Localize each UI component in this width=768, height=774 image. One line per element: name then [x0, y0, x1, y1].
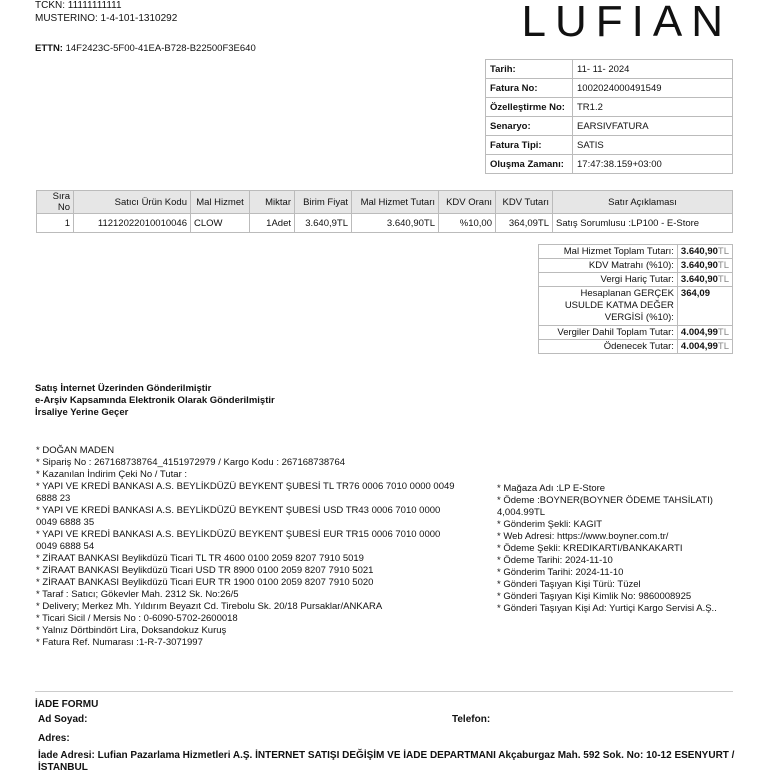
return-form-title: İADE FORMU — [35, 699, 99, 710]
list-item: * Delivery; Merkez Mh. Yıldırım Beyazıt Cd. Tirebolu Sk. 20/18 Pursaklar/ANKARA — [36, 601, 383, 612]
list-item: * YAPI VE KREDİ BANKASI A.S. BEYLİKDÜZÜ BEYKENT ŞUBESİ USD TR43 0006 7010 0000 0049 6888 35 — [36, 505, 443, 528]
column-header: Satıcı Ürün Kodu — [74, 191, 191, 214]
ettn-label: ETTN: — [35, 43, 63, 54]
total-value-cell — [677, 287, 732, 326]
info-key: Özelleştirme No: — [486, 98, 573, 117]
total-label: Ödenecek Tutar: — [539, 340, 678, 354]
info-row — [486, 117, 733, 136]
total-value: 4.004,99 — [680, 327, 718, 338]
totals-row — [539, 340, 733, 354]
items-table — [36, 190, 733, 233]
totals-row — [539, 259, 733, 273]
column-header: Birim Fiyat — [295, 191, 352, 214]
list-item: * Taraf : Satıcı; Gökevler Mah. 2312 Sk. No:26/5 — [36, 589, 239, 600]
ettn-line — [35, 43, 256, 54]
list-item: * Gönderi Taşıyan Kişi Türü: Tüzel — [497, 579, 641, 590]
invoice-info-table — [485, 59, 733, 174]
total-value-cell — [677, 326, 732, 340]
phone-label: Telefon: — [452, 714, 491, 725]
shipping-details-list — [497, 483, 747, 615]
list-item: * ZİRAAT BANKASI Beylikdüzü Ticari EUR TR 1900 0100 2059 8207 7910 5020 — [36, 577, 374, 588]
total-value-cell — [677, 340, 732, 354]
table-cell: 1 — [37, 214, 74, 233]
order-details-list — [36, 445, 456, 649]
note-line: Satış İnternet Üzerinden Gönderilmiştir — [35, 383, 212, 394]
info-row — [486, 98, 733, 117]
table-cell: %10,00 — [439, 214, 496, 233]
invoice-notes — [35, 383, 275, 419]
table-cell: CLOW — [191, 214, 250, 233]
address-label: Adres: — [38, 733, 70, 744]
currency-label: TL — [717, 341, 729, 352]
list-item: * Ödeme Şekli: KREDIKARTI/BANKAKARTI — [497, 543, 683, 554]
info-value: TR1.2 — [573, 98, 733, 117]
info-value: 11- 11- 2024 — [573, 60, 733, 79]
totals-row — [539, 245, 733, 259]
currency-label: TL — [717, 260, 729, 271]
total-value: 3.640,90 — [680, 246, 718, 257]
list-item: * Gönderim Şekli: KAGIT — [497, 519, 603, 530]
table-row — [37, 214, 733, 233]
tckn-text: TCKN: 11111111111 — [35, 0, 122, 11]
info-row — [486, 155, 733, 174]
table-cell: 11212022010010046 — [74, 214, 191, 233]
total-label: Vergiler Dahil Toplam Tutar: — [539, 326, 678, 340]
list-item: * Gönderi Taşıyan Kişi Ad: Yurtiçi Kargo Servisi A.Ş.. — [497, 603, 717, 614]
musterino-text: MUSTERINO: 1-4-101-1310292 — [35, 13, 178, 24]
list-item: * ZİRAAT BANKASI Beylikdüzü Ticari USD TR 8900 0100 2059 8207 7910 5021 — [36, 565, 374, 576]
column-header: Mal Hizmet — [191, 191, 250, 214]
list-item: * ZİRAAT BANKASI Beylikdüzü Ticari TL TR 4600 0100 2059 8207 7910 5019 — [36, 553, 364, 564]
total-label: Mal Hizmet Toplam Tutarı: — [539, 245, 678, 259]
total-label: Vergi Hariç Tutar: — [539, 273, 678, 287]
list-item: * Ödeme :BOYNER(BOYNER ÖDEME TAHSİLATI) 4,004.99TL — [497, 495, 716, 518]
info-row — [486, 136, 733, 155]
currency-label: TL — [717, 274, 729, 285]
list-item: * Sipariş No : 267168738764_4151972979 / Kargo Kodu : 267168738764 — [36, 457, 346, 468]
total-label: Hesaplanan GERÇEK USULDE KATMA DEĞER VERGİSİ (%10): — [539, 287, 678, 326]
totals-row — [539, 287, 733, 326]
name-label: Ad Soyad: — [38, 714, 88, 725]
table-cell: 1Adet — [250, 214, 295, 233]
list-item: * Gönderi Taşıyan Kişi Kimlik No: 9860008925 — [497, 591, 692, 602]
info-key: Fatura Tipi: — [486, 136, 573, 155]
total-label: KDV Matrahı (%10): — [539, 259, 678, 273]
info-key: Senaryo: — [486, 117, 573, 136]
list-item: * Fatura Ref. Numarası :1-R-7-3071997 — [36, 637, 203, 648]
list-item: * Ödeme Tarihi: 2024-11-10 — [497, 555, 613, 566]
note-line: e-Arşiv Kapsamında Elektronik Olarak Gönderilmiştir — [35, 395, 275, 406]
list-item: * DOĞAN MADEN — [36, 445, 115, 456]
info-value: EARSIVFATURA — [573, 117, 733, 136]
totals-row — [539, 326, 733, 340]
column-header: Miktar — [250, 191, 295, 214]
total-value: 3.640,90 — [680, 274, 718, 285]
table-cell: Satış Sorumlusu :LP100 - E-Store — [553, 214, 733, 233]
table-cell: 3.640,9TL — [295, 214, 352, 233]
list-item: * Web Adresi: https://www.boyner.com.tr/ — [497, 531, 669, 542]
column-header: KDV Oranı — [439, 191, 496, 214]
info-key: Fatura No: — [486, 79, 573, 98]
total-value-cell — [677, 245, 732, 259]
divider — [35, 691, 733, 692]
ettn-value: 14F2423C-5F00-41EA-B728-B22500F3E640 — [65, 43, 256, 54]
list-item: * Yalnız Dörtbindört Lira, Doksandokuz Kuruş — [36, 625, 227, 636]
info-value: SATIS — [573, 136, 733, 155]
info-row — [486, 79, 733, 98]
currency-label: TL — [717, 327, 729, 338]
list-item: * YAPI VE KREDİ BANKASI A.S. BEYLİKDÜZÜ BEYKENT ŞUBESİ TL TR76 0006 7010 0000 0049 6888 23 — [36, 481, 458, 504]
total-value: 3.640,90 — [680, 260, 718, 271]
list-item: * Ticari Sicil / Mersis No : 0-6090-5702-2600018 — [36, 613, 238, 624]
currency-label: TL — [717, 246, 729, 257]
total-value: 4.004,99 — [680, 341, 718, 352]
note-line: İrsaliye Yerine Geçer — [35, 407, 129, 418]
table-cell: 364,09TL — [496, 214, 553, 233]
total-value: 364,09 — [680, 288, 710, 299]
info-value: 1002024000491549 — [573, 79, 733, 98]
info-row — [486, 60, 733, 79]
info-key: Tarih: — [486, 60, 573, 79]
list-item: * YAPI VE KREDİ BANKASI A.S. BEYLİKDÜZÜ BEYKENT ŞUBESİ EUR TR15 0006 7010 0000 0049 6888 54 — [36, 529, 443, 552]
list-item: * Mağaza Adı :LP E-Store — [497, 483, 606, 494]
column-header: Sıra No — [37, 191, 74, 214]
totals-row — [539, 273, 733, 287]
list-item: * Gönderim Tarihi: 2024-11-10 — [497, 567, 624, 578]
totals-table — [538, 244, 733, 354]
table-cell: 3.640,90TL — [352, 214, 439, 233]
list-item: * Kazanılan İndirim Çeki No / Tutar : — [36, 469, 188, 480]
total-value-cell — [677, 259, 732, 273]
column-header: Mal Hizmet Tutarı — [352, 191, 439, 214]
column-header: Satır Açıklaması — [553, 191, 733, 214]
brand-logo: LUFIAN — [521, 0, 732, 46]
info-key: Oluşma Zamanı: — [486, 155, 573, 174]
total-value-cell — [677, 273, 732, 287]
return-address: İade Adresi: Lufian Pazarlama Hizmetleri A.Ş. İNTERNET SATIŞI DEĞİŞİM VE İADE DEPARTMANI Akçaburgaz Mah. 592 Sok. No: 10-12 ESENYURT /İSTANBUL — [38, 750, 735, 773]
info-value: 17:47:38.159+03:00 — [573, 155, 733, 174]
column-header: KDV Tutarı — [496, 191, 553, 214]
